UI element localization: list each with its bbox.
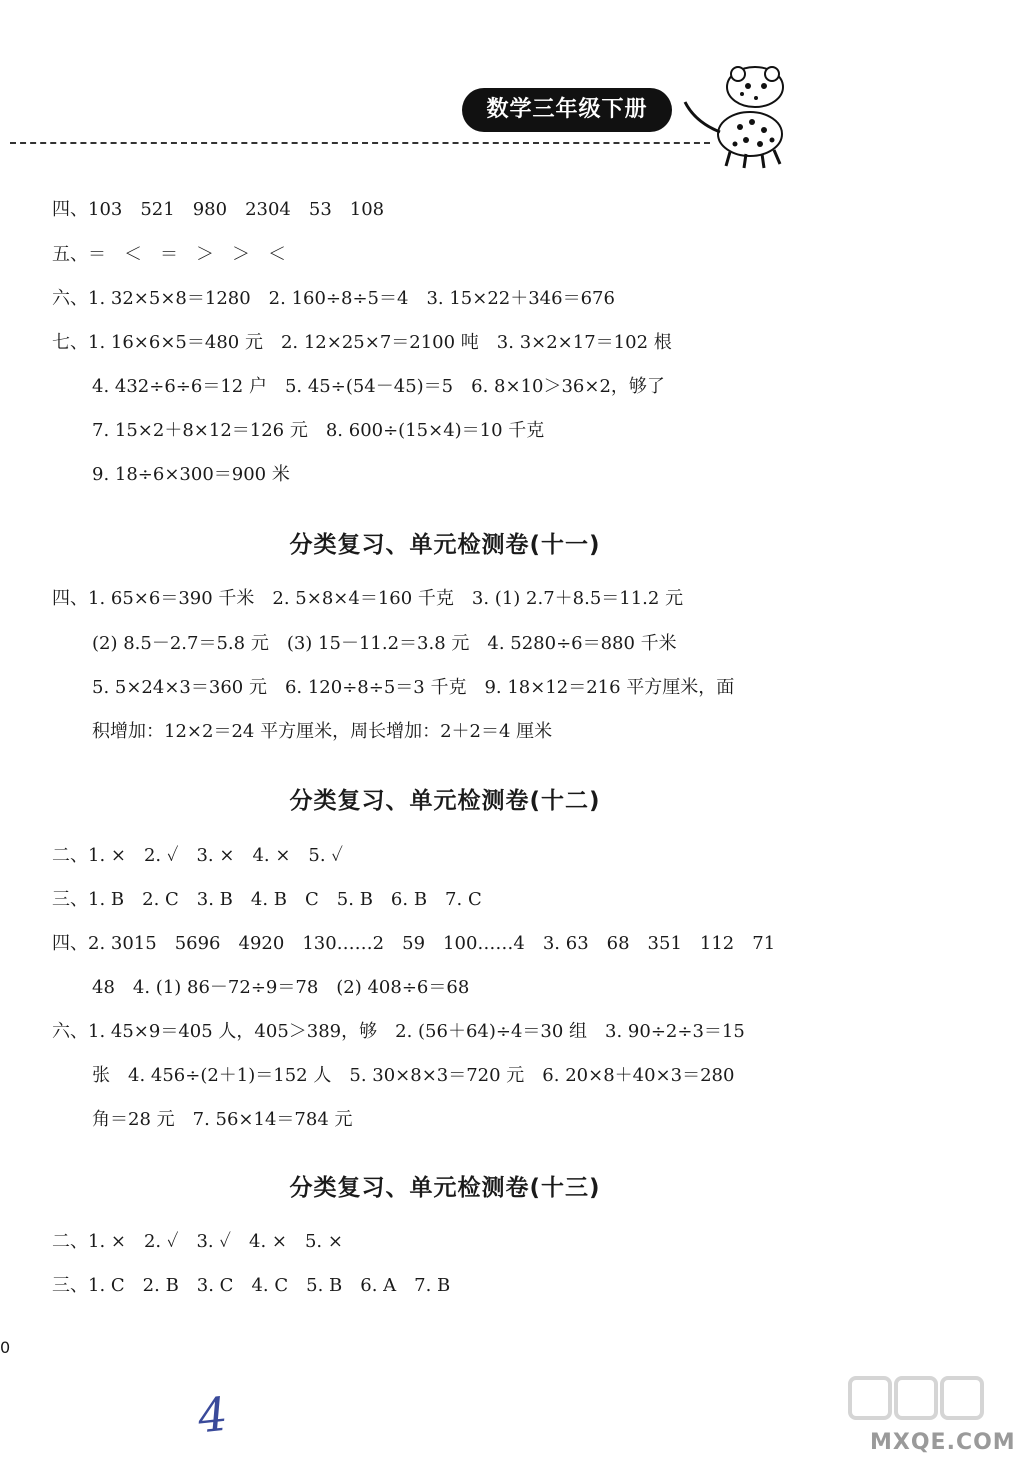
answer-line: 5. 5×24×3＝360 元 6. 120÷8÷5＝3 千克 9. 18×12＝216 平方厘米，面 — [92, 677, 735, 698]
answer-line: 三、1. B 2. C 3. B 4. B C 5. B 6. B 7. C — [52, 889, 482, 910]
header-dashed-divider — [10, 142, 710, 144]
answer-line: 四、1. 65×6＝390 千米 2. 5×8×4＝160 千克 3. (1) 2.7＋8.5＝11.2 元 — [52, 588, 684, 609]
answer-line: 五、＝ ＜ ＝ ＞ ＞ ＜ — [52, 244, 286, 265]
answer-line: 三、1. C 2. B 3. C 4. C 5. B 6. A 7. B — [52, 1275, 451, 1296]
answer-line: 角＝28 元 7. 56×14＝784 元 — [92, 1109, 353, 1130]
answer-line: 七、1. 16×6×5＝480 元 2. 12×25×7＝2100 吨 3. 3×2×17＝102 根 — [52, 332, 672, 353]
answer-line: (2) 8.5－2.7＝5.8 元 (3) 15－11.2＝3.8 元 4. 5280÷6＝880 千米 — [92, 633, 677, 654]
answer-line: 7. 15×2＋8×12＝126 元 8. 600÷(15×4)＝10 千克 — [92, 420, 545, 441]
answer-line: 48 4. (1) 86－72÷9＝78 (2) 408÷6＝68 — [92, 977, 470, 998]
answer-line: 张 4. 456÷(2＋1)＝152 人 5. 30×8×3＝720 元 6. 20×8＋40×3＝280 — [92, 1065, 735, 1086]
answer-line: 六、1. 45×9＝405 人，405＞389，够 2. (56＋64)÷4＝30 组 3. 90÷2÷3＝15 — [52, 1021, 745, 1042]
answer-line: 二、1. × 2. ✓ 3. × 4. × 5. ✓ — [52, 845, 343, 866]
answer-line: 积增加：12×2＝24 平方厘米，周长增加：2＋2＝4 厘米 — [92, 721, 553, 742]
answer-line: 9. 18÷6×300＝900 米 — [92, 464, 290, 485]
answer-line: 4. 432÷6÷6＝12 户 5. 45÷(54－45)＝5 6. 8×10＞36×2，够了 — [92, 376, 665, 397]
answer-line: 四、103 521 980 2304 53 108 — [52, 199, 385, 220]
answer-line: 四、2. 3015 5696 4920 130……2 59 100……4 3. 63 68 351 112 71 — [52, 933, 776, 954]
header-title-badge: 数学三年级下册 — [462, 88, 672, 132]
handwritten-mark: 4 — [195, 1386, 231, 1444]
answer-line: 六、1. 32×5×8＝1280 2. 160÷8÷5＝4 3. 15×22＋346＝676 — [52, 288, 615, 309]
watermark-text: MXQE.COM — [870, 1430, 1016, 1455]
section-title: 分类复习、单元检测卷(十一) — [289, 532, 601, 558]
leopard-mascot-icon — [680, 62, 800, 172]
section-title: 分类复习、单元检测卷(十二) — [289, 788, 601, 814]
page-number: 0 — [0, 1338, 11, 1357]
section-title: 分类复习、单元检测卷(十三) — [289, 1175, 601, 1201]
answer-line: 二、1. × 2. ✓ 3. ✓ 4. × 5. × — [52, 1231, 343, 1252]
